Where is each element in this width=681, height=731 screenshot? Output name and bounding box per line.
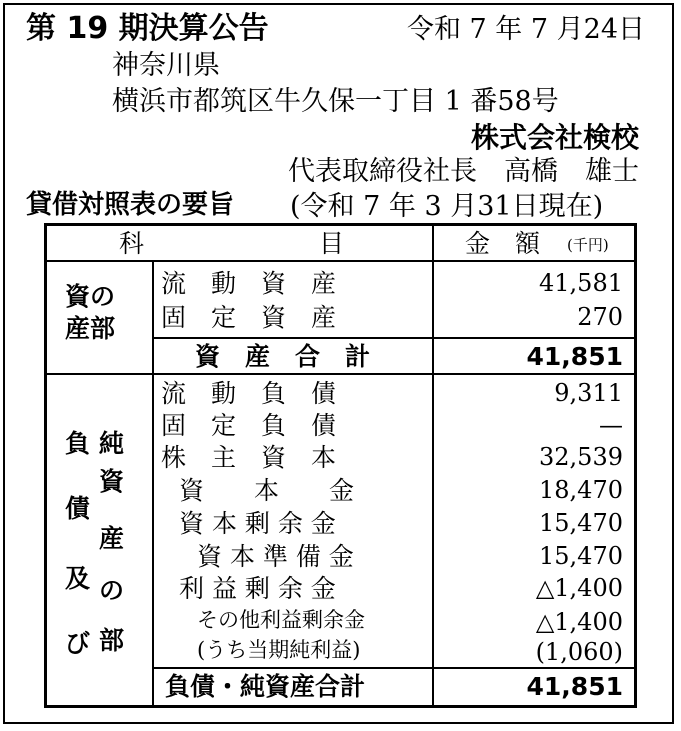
liabilities-row-value: 15,470 <box>539 542 623 570</box>
liabilities-row-label: 利 益 剰 余 金 <box>179 574 336 603</box>
liabilities-row-value: △1,400 <box>535 574 623 602</box>
liabilities-row-label: 流 動 負 債 <box>161 379 337 408</box>
liabilities-row-value: (1,060) <box>535 638 623 666</box>
liabilities-row-value: — <box>599 411 623 439</box>
balance-sheet-table <box>44 223 637 708</box>
liabilities-label-col1: 及 <box>65 564 91 593</box>
liabilities-total-value: 41,851 <box>526 672 623 701</box>
liabilities-label-col2: 部 <box>99 626 125 655</box>
liabilities-row-label: 株 主 資 本 <box>161 443 337 472</box>
liabilities-row-value: 32,539 <box>539 443 623 471</box>
assets-total-rule <box>152 337 634 339</box>
header-rule <box>47 260 634 262</box>
subject-header: 科 目 <box>119 229 345 258</box>
amount-header: 金 額 <box>465 229 541 258</box>
statement-date: (令和 7 年 3 月31日現在) <box>290 191 604 222</box>
amount-divider <box>432 226 434 705</box>
statement-title: 貸借対照表の要旨 <box>26 190 235 220</box>
liabilities-row-label: その他利益剰余金 <box>197 608 365 632</box>
assets-row-value: 41,581 <box>539 269 623 297</box>
liabilities-total-rule <box>152 667 634 669</box>
liabilities-row-value: 15,470 <box>539 509 623 537</box>
assets-row-label: 流 動 資 産 <box>161 269 337 298</box>
assets-row-label: 固 定 資 産 <box>161 303 337 332</box>
company-prefecture: 神奈川県 <box>112 50 220 81</box>
company-address: 横浜市都筑区牛久保一丁目 1 番58号 <box>112 86 559 117</box>
assets-section-label-top: 資の <box>65 282 116 311</box>
liabilities-label-col1: 負 <box>65 429 91 458</box>
assets-total-value: 41,851 <box>526 342 623 371</box>
notice-date: 令和 7 年 7 月24日 <box>406 14 645 45</box>
liabilities-label-col1: 債 <box>65 494 91 523</box>
assets-section-label-bottom: 産部 <box>65 314 116 343</box>
liabilities-row-label: 資 本 準 備 金 <box>197 542 354 571</box>
liabilities-row-value: 9,311 <box>554 379 623 407</box>
assets-total-label: 資 産 合 計 <box>195 342 371 371</box>
liabilities-total-label: 負債・純資産合計 <box>165 672 366 701</box>
liabilities-row-label: 資 本 金 <box>179 476 355 505</box>
section-divider <box>152 262 154 705</box>
section-rule <box>47 373 634 375</box>
liabilities-row-value: △1,400 <box>535 608 623 636</box>
unit-label: (千円) <box>567 236 609 254</box>
liabilities-row-value: 18,470 <box>539 476 623 504</box>
liabilities-label-col2: の <box>99 576 125 605</box>
liabilities-row-label: (うち当期純利益) <box>197 638 361 662</box>
representative-name: 代表取締役社長 高橋 雄士 <box>288 156 639 187</box>
notice-title: 第 19 期決算公告 <box>26 11 269 46</box>
liabilities-row-label: 資 本 剰 余 金 <box>179 509 336 538</box>
liabilities-label-col2: 資 <box>99 467 125 496</box>
assets-row-value: 270 <box>577 303 623 331</box>
company-name: 株式会社検校 <box>470 121 639 154</box>
liabilities-label-col1: び <box>65 629 91 658</box>
liabilities-row-label: 固 定 負 債 <box>161 411 337 440</box>
liabilities-label-col2: 純 <box>99 429 125 458</box>
liabilities-label-col2: 産 <box>99 524 125 553</box>
